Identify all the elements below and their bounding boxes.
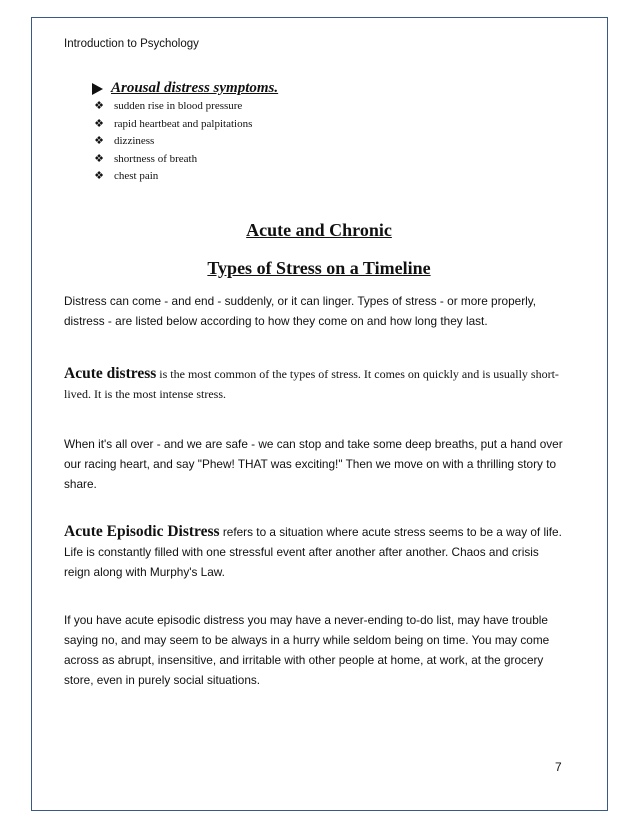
page-header: Introduction to Psychology [64,38,199,50]
list-item [92,151,252,169]
intro-paragraph: Distress can come - and end - suddenly, or it can linger. Types of stress - or more properly, distress - are listed below according to how they come on and how long they last. [64,294,537,328]
list-item [92,133,252,151]
main-title-line1: Acute and Chronic [246,220,392,240]
acute-lead: Acute distress [64,365,157,382]
list-item [92,98,252,116]
arrow-bullet-icon [92,83,103,95]
diamond-bullet-icon: ❖ [94,170,104,182]
diamond-bullet-icon: ❖ [94,100,104,112]
list-item [92,168,252,186]
diamond-bullet-icon: ❖ [94,117,104,130]
episodic-text: refers to a situation where acute stress seems to be a way of life. Life is constantly filled with one stressful event after another after another. Chaos and crisis reign along with Murphy's Law. [64,525,562,579]
list-item [92,116,252,134]
acute-paragraph [64,364,564,404]
acute-text: is the most common of the types of stress. It comes on quickly and is usually short-lived. It is the most intense stress. [64,367,559,401]
symptoms-list [92,98,252,186]
episodic-paragraph [64,522,564,582]
list-item-text: chest pain [114,170,159,182]
list-item-text: rapid heartbeat and palpitations [114,117,253,130]
list-item-text: shortness of breath [114,152,198,165]
diamond-bullet-icon: ❖ [94,135,104,147]
diamond-bullet-icon: ❖ [94,152,104,165]
page-number: 7 [555,760,562,774]
list-item-text: sudden rise in blood pressure [114,100,243,112]
safe-paragraph: When it's all over - and we are safe - we can stop and take some deep breaths, put a hand over our racing heart, and say "Phew! THAT was exciting!" Then we move on with a thrilling story to share. [64,437,563,491]
symptoms-heading [92,80,278,97]
main-title-line2: Types of Stress on a Timeline [207,258,431,278]
episodic-more-paragraph: If you have acute episodic distress you may have a never-ending to-do list, may have trouble saying no, and may seem to be always in a hurry while seldom being on time. You may come across as abrupt, insensitive, and irritable with other people at home, at work, at the grocery store, even in purely social situations. [64,613,550,687]
list-item-text: dizziness [114,135,155,147]
symptoms-heading-text: Arousal distress symptoms. [111,80,279,96]
episodic-lead: Acute Episodic Distress [64,523,220,540]
